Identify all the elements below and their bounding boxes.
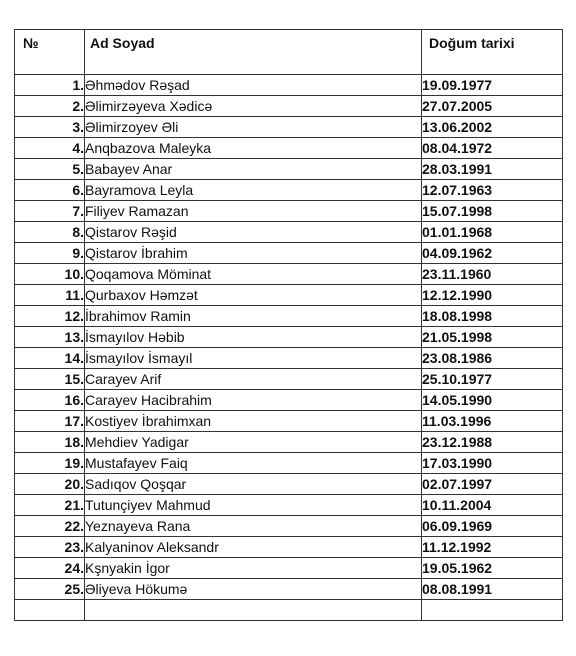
row-full-name: Anqbazova Maleyka	[85, 138, 422, 159]
row-number: 6.	[15, 180, 85, 201]
row-birth-date: 23.12.1988	[422, 432, 563, 453]
table-row	[15, 243, 563, 264]
row-number: 8.	[15, 222, 85, 243]
row-number: 20.	[15, 474, 85, 495]
row-number: 14.	[15, 348, 85, 369]
empty-table-row	[15, 600, 563, 621]
row-full-name: Sadıqov Qoşqar	[85, 474, 422, 495]
row-number: 25.	[15, 579, 85, 600]
row-birth-date: 08.08.1991	[422, 579, 563, 600]
row-full-name: Qistarov Rəşid	[85, 222, 422, 243]
row-number: 24.	[15, 558, 85, 579]
table-row	[15, 285, 563, 306]
row-full-name: Mehdiev Yadigar	[85, 432, 422, 453]
row-full-name: Əlimirzoyev Əli	[85, 117, 422, 138]
row-full-name: Mustafayev Faiq	[85, 453, 422, 474]
row-birth-date: 23.08.1986	[422, 348, 563, 369]
empty-cell	[15, 600, 85, 621]
row-full-name: Carayev Arif	[85, 369, 422, 390]
row-birth-date: 28.03.1991	[422, 159, 563, 180]
row-birth-date: 12.07.1963	[422, 180, 563, 201]
table-row	[15, 75, 563, 96]
table-row	[15, 264, 563, 285]
row-number: 19.	[15, 453, 85, 474]
table-row	[15, 432, 563, 453]
row-number: 15.	[15, 369, 85, 390]
row-number: 23.	[15, 537, 85, 558]
row-birth-date: 08.04.1972	[422, 138, 563, 159]
table-row	[15, 390, 563, 411]
row-full-name: Qurbaxov Həmzət	[85, 285, 422, 306]
row-number: 21.	[15, 495, 85, 516]
table-row	[15, 306, 563, 327]
table-row	[15, 495, 563, 516]
row-birth-date: 14.05.1990	[422, 390, 563, 411]
row-full-name: İbrahimov Ramin	[85, 306, 422, 327]
table-row	[15, 348, 563, 369]
row-number: 22.	[15, 516, 85, 537]
table-row	[15, 96, 563, 117]
row-number: 9.	[15, 243, 85, 264]
row-full-name: Filiyev Ramazan	[85, 201, 422, 222]
row-number: 13.	[15, 327, 85, 348]
row-full-name: Qistarov İbrahim	[85, 243, 422, 264]
row-full-name: Tutunçiyev Mahmud	[85, 495, 422, 516]
row-full-name: Bayramova Leyla	[85, 180, 422, 201]
row-full-name: Əlimirzəyeva Xədicə	[85, 96, 422, 117]
row-number: 16.	[15, 390, 85, 411]
row-birth-date: 02.07.1997	[422, 474, 563, 495]
row-full-name: Yeznayeva Rana	[85, 516, 422, 537]
row-number: 7.	[15, 201, 85, 222]
row-birth-date: 11.03.1996	[422, 411, 563, 432]
row-full-name: Kalyaninov Aleksandr	[85, 537, 422, 558]
row-birth-date: 01.01.1968	[422, 222, 563, 243]
row-full-name: Babayev Anar	[85, 159, 422, 180]
row-number: 5.	[15, 159, 85, 180]
row-full-name: Kostiyev İbrahimxan	[85, 411, 422, 432]
row-birth-date: 23.11.1960	[422, 264, 563, 285]
row-birth-date: 11.12.1992	[422, 537, 563, 558]
table-row	[15, 558, 563, 579]
row-birth-date: 25.10.1977	[422, 369, 563, 390]
table-row	[15, 453, 563, 474]
table-row	[15, 180, 563, 201]
table-row	[15, 201, 563, 222]
row-full-name: Carayev Hacibrahim	[85, 390, 422, 411]
row-number: 4.	[15, 138, 85, 159]
row-birth-date: 18.08.1998	[422, 306, 563, 327]
empty-cell	[85, 600, 422, 621]
roster-table	[14, 29, 563, 621]
table-row	[15, 411, 563, 432]
row-birth-date: 04.09.1962	[422, 243, 563, 264]
header-full-name: Ad Soyad	[85, 30, 422, 75]
row-full-name: İsmayılov Həbib	[85, 327, 422, 348]
table-row	[15, 516, 563, 537]
table-row	[15, 537, 563, 558]
row-birth-date: 15.07.1998	[422, 201, 563, 222]
row-number: 1.	[15, 75, 85, 96]
row-number: 10.	[15, 264, 85, 285]
row-birth-date: 17.03.1990	[422, 453, 563, 474]
row-number: 18.	[15, 432, 85, 453]
table-body	[15, 75, 563, 621]
table-header-row	[15, 30, 563, 75]
row-number: 3.	[15, 117, 85, 138]
row-number: 11.	[15, 285, 85, 306]
row-full-name: Qoqamova Möminat	[85, 264, 422, 285]
row-birth-date: 06.09.1969	[422, 516, 563, 537]
row-birth-date: 13.06.2002	[422, 117, 563, 138]
row-full-name: Əliyeva Hökumə	[85, 579, 422, 600]
row-birth-date: 12.12.1990	[422, 285, 563, 306]
empty-cell	[422, 600, 563, 621]
table-row	[15, 159, 563, 180]
table-row	[15, 474, 563, 495]
table-row	[15, 222, 563, 243]
row-full-name: Əhmədov Rəşad	[85, 75, 422, 96]
row-full-name: Kşnyakin İgor	[85, 558, 422, 579]
row-birth-date: 21.05.1998	[422, 327, 563, 348]
header-birth-date: Doğum tarixi	[422, 30, 563, 75]
header-number: №	[15, 30, 85, 75]
row-birth-date: 19.09.1977	[422, 75, 563, 96]
row-birth-date: 19.05.1962	[422, 558, 563, 579]
row-birth-date: 10.11.2004	[422, 495, 563, 516]
row-full-name: İsmayılov İsmayıl	[85, 348, 422, 369]
table-row	[15, 579, 563, 600]
table-row	[15, 327, 563, 348]
row-number: 2.	[15, 96, 85, 117]
row-number: 12.	[15, 306, 85, 327]
row-birth-date: 27.07.2005	[422, 96, 563, 117]
row-number: 17.	[15, 411, 85, 432]
table-row	[15, 369, 563, 390]
table-row	[15, 138, 563, 159]
table-row	[15, 117, 563, 138]
